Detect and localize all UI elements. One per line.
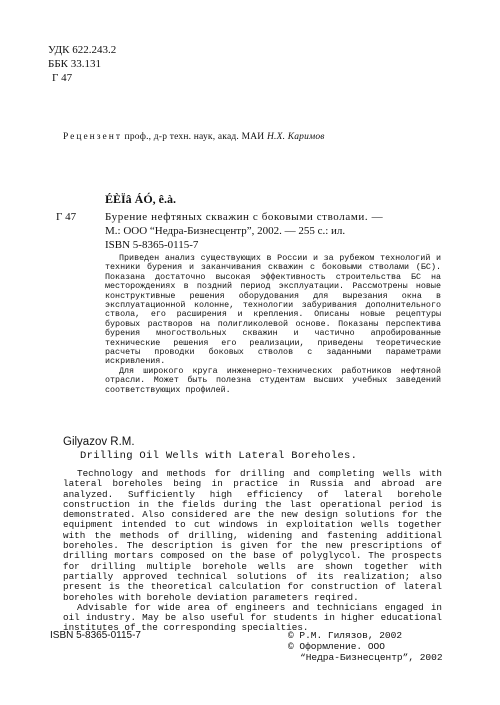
copyright-publisher: “Недра-Бизнесцентр”, 2002 xyxy=(300,652,443,663)
footer-isbn: ISBN 5-8365-0115-7 xyxy=(50,630,141,641)
copyright-design: © Оформление. ООО xyxy=(288,641,385,652)
author-en: Gilyazov R.M. xyxy=(63,436,135,448)
classification-block xyxy=(48,43,116,85)
entry-code: Г 47 xyxy=(56,211,77,223)
reviewer-line xyxy=(63,132,325,142)
copyright-block xyxy=(288,630,443,663)
title-en: Drilling Oil Wells with Lateral Boreholes. xyxy=(80,450,358,462)
copyright-author: © Р.М. Гилязов, 2002 xyxy=(288,630,403,641)
author-ru: ÉÈÏâ ÁÓ, ê.à. xyxy=(105,192,177,206)
bibliographic-record xyxy=(105,210,383,252)
abstract-ru xyxy=(105,254,441,395)
abstract-en-para1: Technology and methods for drilling and completing wells with lateral boreholes being in practice in Russia and abroad are analyzed. Sufficiently high efficiency of lateral borehole construction in the fields during the last operational period is demonstrated. Also considered are the new design solutions for the equipment intended to cut windows in exploitation wells together with the methods of drilling, widening and fastening additional boreholes. The description is given for the new prescriptions of drilling mortars composed on the base of polyglycol. The prospects for drilling multiple borehole wells are shown together with partially approved technical solutions of its realization; also present is the theoretical calculation for construction of lateral boreholes with borehole deviation parameters reqired. xyxy=(63,468,442,603)
bib-isbn: ISBN 5-8365-0115-7 xyxy=(105,239,199,251)
bib-title-line: Бурение нефтяных скважин с боковыми стволами. — xyxy=(105,211,384,223)
abstract-ru-para2: Для широкого круга инженерно-технических работников нефтяной отрасли. Может быть полезна студентам высших учебных заведений соответствующих профилей. xyxy=(105,365,441,395)
bib-publisher-line: М.: ООО “Недра-Бизнесцентр”, 2002. — 255 с.: ил. xyxy=(105,225,346,237)
reviewer-name: Н.Х. Каримов xyxy=(266,132,325,142)
author-code: Г 47 xyxy=(52,72,73,84)
udk-code: УДК 622.243.2 xyxy=(48,44,117,56)
abstract-ru-para1: Приведен анализ существующих в России и за рубежом технологий и техники бурения и заканчивания скважин с боковыми стволами (БС). Показана достаточно высокая эффективность строительства БС на месторождениях в поздний период эксплуатации. Рассмотрены новые конструктивные решения оборудования для вырезания окна в эксплуатационной колонне, технологии забуривания дополнительного ствола, его расширения и крепления. Описаны новые рецептуры буровых растворов на полигликолевой основе. Показаны перспектива бурения многоствольных скважин и частично апробированные технические решения его реализации, приведены теоретические расчеты проводки боковых стволов с заданными параметрами искривления. xyxy=(105,253,441,367)
abstract-en-para2: Advisable for wide area of engineers and technicians engaged in oil industry. May be also useful for students in higher educational institutes of the corresponding specialties. xyxy=(63,601,442,634)
reviewer-label: Рецензент xyxy=(63,132,122,142)
bbk-code: ББК 33.131 xyxy=(48,58,101,70)
reviewer-credentials: проф., д-р техн. наук, акад. МАИ xyxy=(124,132,265,142)
abstract-en xyxy=(63,469,442,634)
